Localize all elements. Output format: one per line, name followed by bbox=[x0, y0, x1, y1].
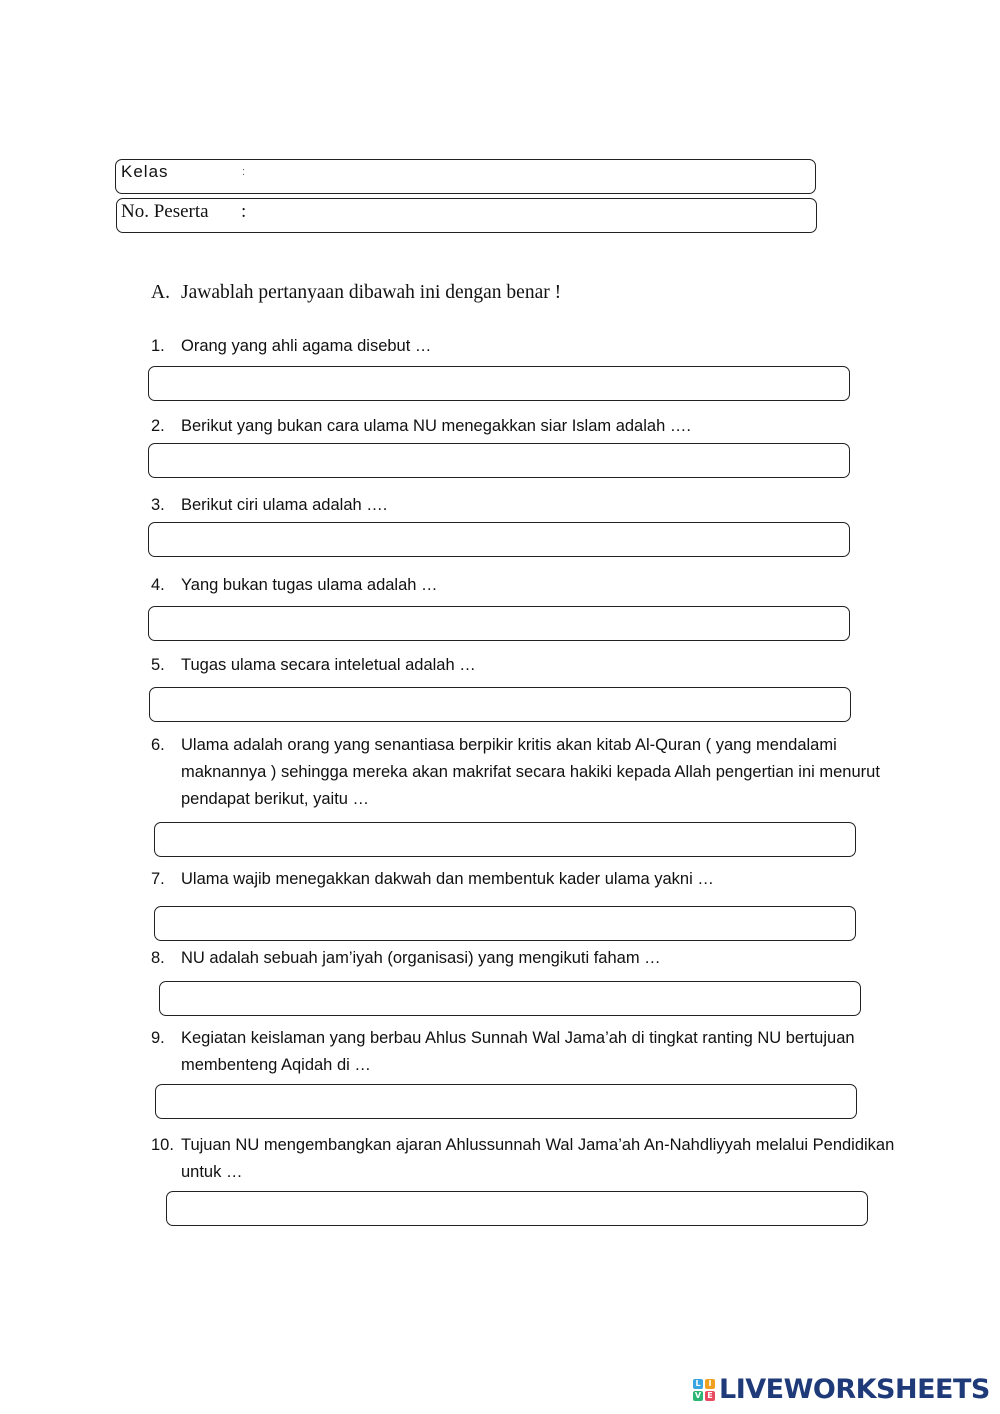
logo-letter-v: V bbox=[694, 1391, 702, 1400]
answer-input-6[interactable] bbox=[154, 822, 856, 857]
question-10 bbox=[151, 1132, 921, 1186]
liveworksheets-logo bbox=[693, 1376, 990, 1404]
question-8 bbox=[151, 945, 921, 972]
question-number: 4. bbox=[151, 576, 165, 594]
kelas-label: Kelas bbox=[121, 162, 169, 181]
answer-input-3[interactable] bbox=[148, 522, 850, 557]
question-5 bbox=[151, 652, 921, 679]
logo-letter-i: I bbox=[705, 1379, 715, 1389]
section-letter: A. bbox=[151, 282, 170, 303]
no-peserta-label: No. Peserta bbox=[121, 201, 209, 222]
question-text: Ulama wajib menegakkan dakwah dan membentuk kader ulama yakni … bbox=[181, 870, 714, 888]
question-text: NU adalah sebuah jam’iyah (organisasi) yang mengikuti faham … bbox=[181, 949, 661, 967]
question-4 bbox=[151, 572, 921, 599]
liveworksheets-wordmark: LIVEWORKSHEETS bbox=[719, 1374, 990, 1405]
question-text: Tujuan NU mengembangkan ajaran Ahlussunnah Wal Jama’ah An-Nahdliyyah melalui Pendidikan untuk … bbox=[181, 1136, 895, 1181]
kelas-field[interactable] bbox=[115, 159, 816, 194]
question-number: 3. bbox=[151, 496, 165, 514]
question-number: 9. bbox=[151, 1029, 165, 1047]
answer-input-4[interactable] bbox=[148, 606, 850, 641]
logo-letter-e: E bbox=[705, 1391, 715, 1401]
question-2 bbox=[151, 413, 921, 440]
answer-input-7[interactable] bbox=[154, 906, 856, 941]
answer-input-10[interactable] bbox=[166, 1191, 868, 1226]
question-text: Berikut yang bukan cara ulama NU menegakkan siar Islam adalah …. bbox=[181, 417, 691, 435]
question-text: Orang yang ahli agama disebut … bbox=[181, 337, 432, 355]
question-text: Ulama adalah orang yang senantiasa berpikir kritis akan kitab Al-Quran ( yang mendalami maknannya ) sehingga mereka akan makrifat secara hakiki kepada Allah pengertian ini menurut pendapat berikut, yaitu … bbox=[181, 736, 880, 808]
question-text: Yang bukan tugas ulama adalah … bbox=[181, 576, 438, 594]
question-text: Tugas ulama secara inteletual adalah … bbox=[181, 656, 476, 674]
liveworksheets-logo-icon bbox=[693, 1379, 715, 1401]
question-text: Kegiatan keislaman yang berbau Ahlus Sunnah Wal Jama’ah di tingkat ranting NU bertujuan membenteng Aqidah di … bbox=[181, 1029, 855, 1074]
answer-input-8[interactable] bbox=[159, 981, 861, 1016]
question-number: 5. bbox=[151, 656, 165, 674]
answer-input-9[interactable] bbox=[155, 1084, 857, 1119]
question-text: Berikut ciri ulama adalah …. bbox=[181, 496, 388, 514]
logo-letter-l: L bbox=[693, 1379, 703, 1389]
question-1 bbox=[151, 333, 921, 360]
no-peserta-colon: : bbox=[241, 201, 247, 222]
section-instruction: Jawablah pertanyaan dibawah ini dengan benar ! bbox=[181, 282, 562, 303]
question-6 bbox=[151, 732, 921, 813]
question-7 bbox=[151, 866, 921, 893]
question-number: 1. bbox=[151, 337, 165, 355]
kelas-colon: : bbox=[242, 166, 246, 178]
question-3 bbox=[151, 492, 921, 519]
question-number: 10. bbox=[151, 1136, 174, 1154]
section-heading bbox=[151, 281, 561, 305]
question-number: 7. bbox=[151, 870, 165, 888]
question-number: 8. bbox=[151, 949, 165, 967]
question-number: 2. bbox=[151, 417, 165, 435]
no-peserta-field[interactable] bbox=[116, 198, 817, 233]
question-9 bbox=[151, 1025, 921, 1079]
answer-input-1[interactable] bbox=[148, 366, 850, 401]
answer-input-5[interactable] bbox=[149, 687, 851, 722]
answer-input-2[interactable] bbox=[148, 443, 850, 478]
question-number: 6. bbox=[151, 736, 165, 754]
